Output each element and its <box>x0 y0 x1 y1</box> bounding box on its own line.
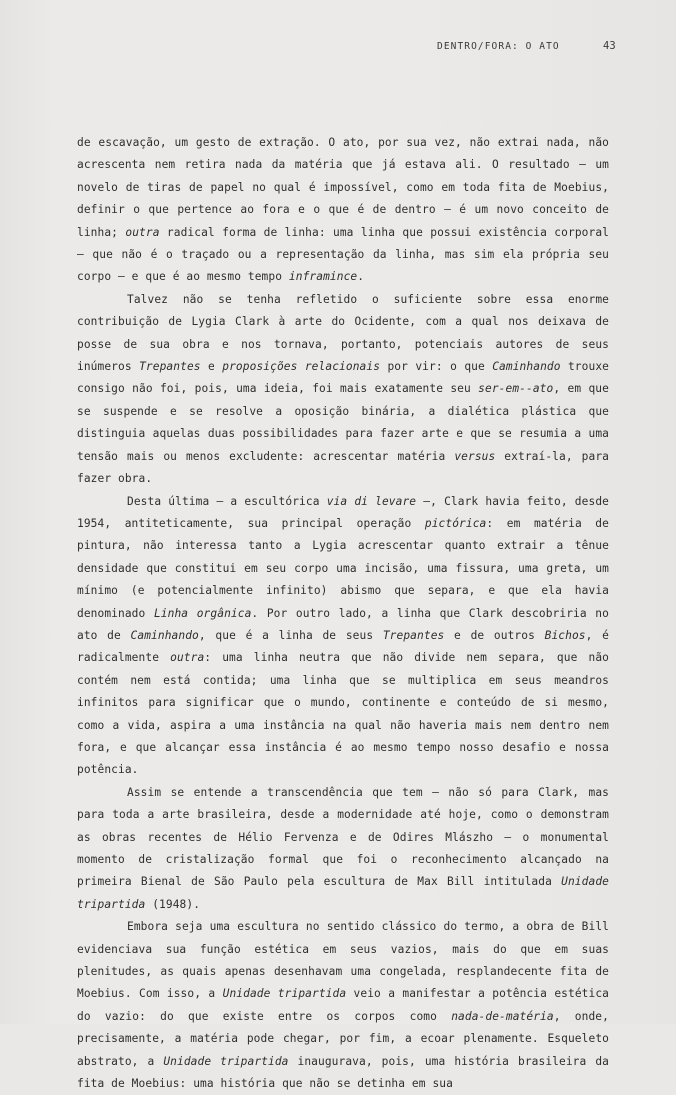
italic-text: inframince <box>288 270 358 284</box>
italic-text: outra <box>125 225 160 239</box>
italic-text: Linha orgânica <box>153 606 252 620</box>
italic-text: outra <box>170 651 205 665</box>
italic-text: via di levare <box>326 494 417 508</box>
text-run: extraí-la, para fazer obra. <box>77 449 609 486</box>
text-run: e de outros <box>444 628 545 642</box>
text-run: –, Clark havia feito, desde 1954, antiteticamente, sua principal operação <box>77 494 609 530</box>
text-run: e <box>200 360 223 374</box>
text-run: Embora seja uma escultura no sentido clássico do termo, a obra de Bill evidenciava sua função estética em seus vazios, mais do que em suas plenitudes, as quais apenas desenhavam uma congelada, resplandecente fita de Moebius. Com isso, a <box>77 920 609 1001</box>
paragraph <box>77 289 609 491</box>
italic-text: Caminhando <box>130 628 199 642</box>
text-run: : em matéria de pintura, não interessa tanto a Lygia acrescentar quanto extrair a tênue densidade que constitui em seu corpo uma incisão, uma fissura, uma greta, um mínimo (e potencialmente infinito) abismo que separa, e que ela havia denominado <box>77 516 609 620</box>
paragraph <box>77 782 609 916</box>
italic-text: Caminhando <box>492 360 561 374</box>
italic-text: Trepantes <box>382 628 445 642</box>
text-run: , é radicalmente <box>77 628 609 665</box>
text-run: trouxe consigo não foi, pois, uma ideia, foi mais exatamente seu <box>77 360 609 396</box>
text-run: Assim se entende a transcendência que tem – não só para Clark, mas para toda a arte brasileira, desde a modernidade até hoje, como o demonstram as obras recentes de Hélio Fervenza e de Odires Mlászho – o monumental momento de cristalização formal que foi o reconhecimento alcançado na primeira Bienal de São Paulo pela escultura de Max Bill intitulada <box>77 785 609 889</box>
paragraph <box>77 916 609 1095</box>
italic-text: Unidade tripartida <box>222 987 347 1001</box>
italic-text: Bichos <box>544 628 586 642</box>
text-run: , em que se suspende e se resolve a oposição binária, a dialética plástica que distinguia aquelas duas possibilidades para fazer arte e que se resumia a uma tensão mais ou menos excludente: acrescentar matéria <box>77 382 609 463</box>
text-run: Desta última – a escultórica <box>127 494 327 508</box>
italic-text: Trepantes <box>139 360 201 374</box>
text-run: : uma linha neutra que não divide nem separa, que não contém nem está contida; uma linha que se multiplica em seus meandros infinitos para significar que o mundo, continente e conteúdo de si mesmo, como a vida, aspira a uma instância na qual não haveria mais nem dentro nem fora, e que alcançar essa instância é ao mesmo tempo nosso desafio e nossa potência. <box>77 651 609 777</box>
text-run: radical forma de linha: uma linha que possui existência corporal – que não é o traçado ou a representação da linha, mas sim ela própria seu corpo – e que é ao mesmo tempo <box>77 225 609 284</box>
paragraph <box>77 132 609 289</box>
running-title: DENTRO/FORA: O ATO <box>437 41 560 52</box>
text-run: , que é a linha de seus <box>198 628 383 642</box>
text-run: veio a manifestar a potência estética do vazio: do que existe entre os corpos como <box>77 987 610 1023</box>
text-run: (1948). <box>145 897 201 911</box>
page-number: 43 <box>603 40 616 52</box>
italic-text: pictórica <box>424 516 487 530</box>
italic-text: ser-em--ato <box>478 382 554 396</box>
paragraph <box>77 491 609 782</box>
text-run: . <box>357 270 365 284</box>
italic-text: proposições relacionais <box>222 360 381 374</box>
text-run: , onde, precisamente, a matéria pode chegar, por fim, a ecoar plenamente. Esqueleto abstrato, a <box>77 1009 609 1068</box>
italic-text: nada-de-matéria <box>451 1009 554 1023</box>
italic-text: Unidade tripartida <box>77 875 609 911</box>
text-run: inaugurava, pois, uma história brasileira da fita de Moebius: uma história que não se detinha em sua <box>77 1054 609 1091</box>
text-run: por vir: o que <box>380 360 493 374</box>
text-run: Talvez não se tenha refletido o suficiente sobre essa enorme contribuição de Lygia Clark à arte do Ocidente, com a qual nos deixava de posse de sua obra e nos tornava, portanto, potenciais autores de seus inúmeros <box>77 292 609 374</box>
text-run: . Por outro lado, a linha que Clark descobriria no ato de <box>77 606 609 642</box>
text-run: de escavação, um gesto de extração. O ato, por sua vez, não extrai nada, não acrescenta nem retira nada da matéria que já estava ali. O resultado – um novelo de tiras de papel no qual é impossível, como em toda fita de Moebius, definir o que pertence ao fora e o que é de dentro – é um novo conceito de linha; <box>77 136 609 239</box>
italic-text: Unidade tripartida <box>163 1054 289 1068</box>
body-text <box>77 132 609 1095</box>
italic-text: versus <box>454 449 496 463</box>
